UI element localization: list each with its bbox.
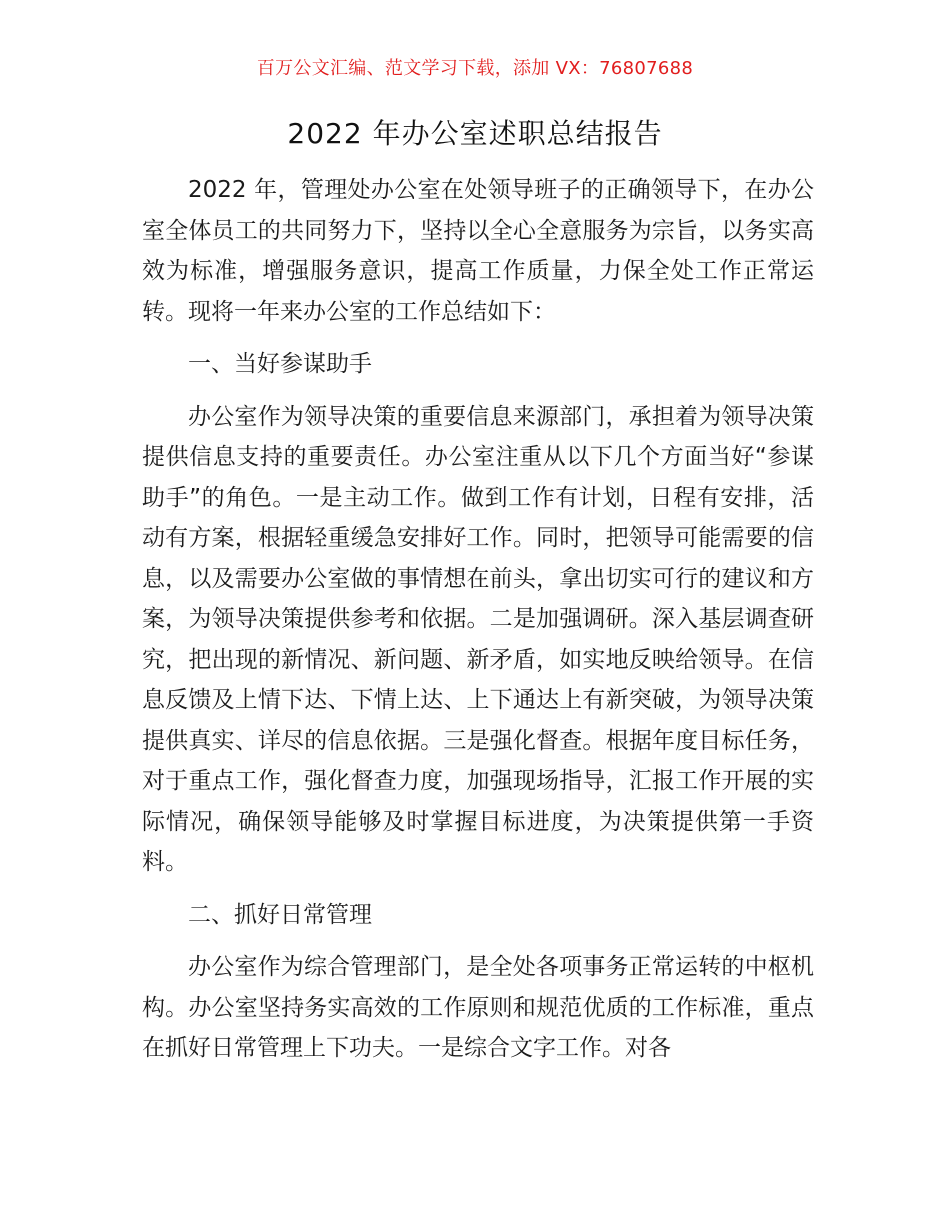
section-heading-1: 一、当好参谋助手 <box>188 351 372 377</box>
document-title: 2022 年办公室述职总结报告 <box>287 117 663 150</box>
section-2-paragraph: 办公室作为综合管理部门，是全处各项事务正常运转的中枢机构。办公室坚持务实高效的工作原则和规范优质的工作标准，重点在抓好日常管理上下功夫。一是综合文字工作。对各 <box>142 954 814 1061</box>
section-1-paragraph: 办公室作为领导决策的重要信息来源部门，承担着为领导决策提供信息支持的重要责任。办公室注重从以下几个方面当好“参谋助手”的角色。一是主动工作。做到工作有计划，日程有安排，活动有方案，根据轻重缓急安排好工作。同时，把领导可能需要的信息，以及需要办公室做的事情想在前头，拿出切实可行的建议和方案，为领导决策提供参考和依据。二是加强调研。深入基层调查研究，把出现的新情况、新问题、新矛盾，如实地反映给领导。在信息反馈及上情下达、下情上达、上下通达上有新突破，为领导决策提供真实、详尽的信息依据。三是强化督查。根据年度目标任务，对于重点工作，强化督查力度，加强现场指导，汇报工作开展的实际情况，确保领导能够及时掌握目标进度，为决策提供第一手资料。 <box>142 403 814 875</box>
section-heading-2: 二、抓好日常管理 <box>188 901 372 928</box>
document-body <box>142 170 814 1069</box>
header-note: 百万公文汇编、范文学习下载，添加 VX：76807688 <box>256 58 694 79</box>
intro-paragraph: 2022 年，管理处办公室在处领导班子的正确领导下，在办公室全体员工的共同努力下，坚持以全心全意服务为宗旨，以务实高效为标准，增强服务意识，提高工作质量，力保全处工作正常运转。现将一年来办公室的工作总结如下： <box>142 177 814 325</box>
